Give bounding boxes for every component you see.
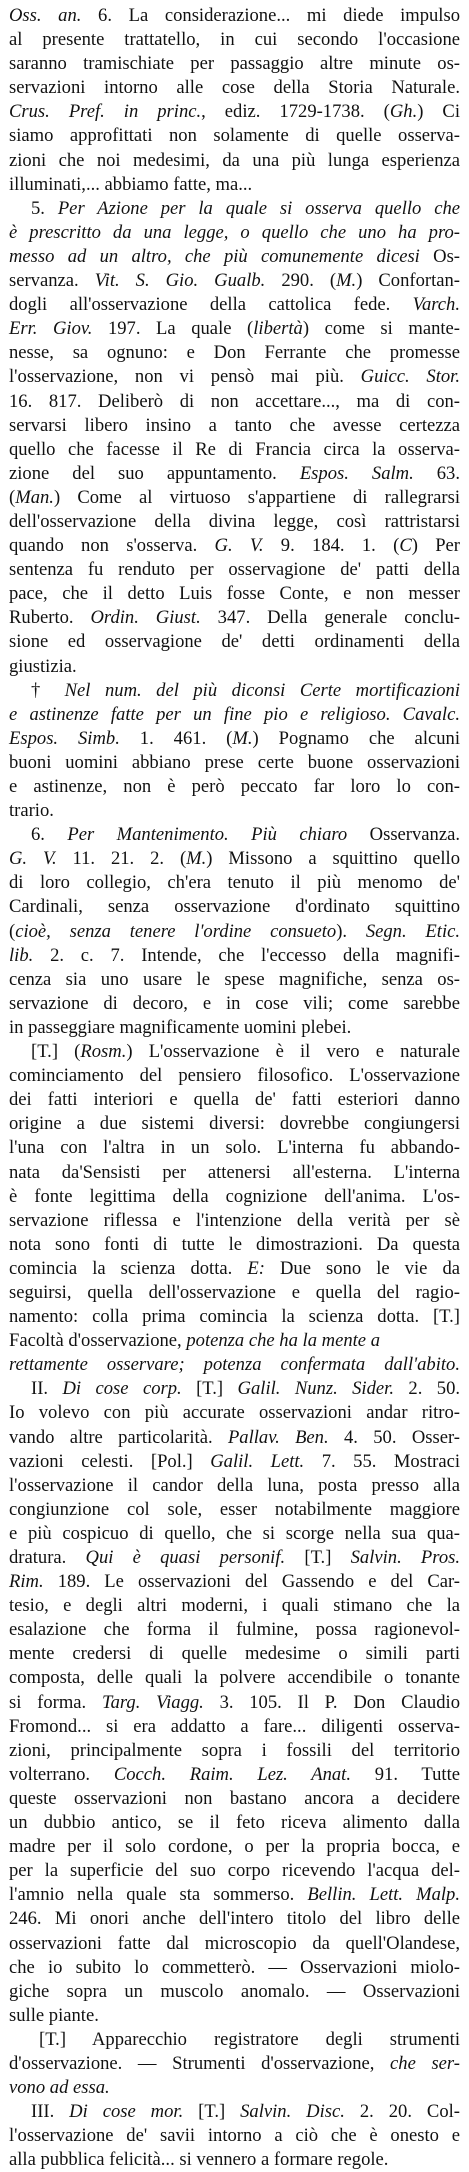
text-line	[9, 871, 460, 895]
text-segment: [T.]	[181, 1378, 238, 1400]
text-line	[9, 1329, 460, 1353]
text-segment: †	[31, 679, 65, 701]
text-segment: , ediz. 1729-1738. (	[201, 101, 390, 123]
text-segment: quando non s'osserva.	[9, 535, 215, 557]
text-segment: giustizia.	[9, 655, 77, 677]
text-line	[9, 1016, 460, 1040]
text-line	[9, 727, 460, 751]
text-segment: dogli all'osservazione della cattolica fede.	[9, 294, 413, 316]
text-segment: Osservanza.	[347, 824, 461, 846]
text-segment: servazioni intorno alle cose della Storia Naturale.	[9, 77, 460, 99]
text-segment: l'osservazione il candor della luna, posta presso alla	[9, 1474, 460, 1496]
text-line	[9, 1450, 460, 1474]
text-segment: 3. 105. Il P. Don Claudio	[203, 1691, 460, 1713]
text-segment: Cardinali, senza osservazione d'ordinato squittino	[9, 896, 460, 918]
text-segment: Due sono le vie da	[264, 1257, 460, 1279]
text-line	[9, 1787, 460, 1811]
italic-text-segment: M.	[232, 727, 253, 749]
text-line	[9, 245, 460, 269]
text-line	[9, 1136, 460, 1160]
text-segment: 6.	[31, 824, 68, 846]
italic-text-segment: Err. Giov.	[9, 318, 93, 340]
italic-text-segment: Di cose corp.	[62, 1378, 182, 1400]
text-line	[9, 799, 460, 823]
text-segment: illuminati,... abbiamo fatte, ma...	[9, 173, 253, 195]
text-line	[9, 1570, 460, 1594]
text-segment: sulle piante.	[9, 2004, 99, 2026]
text-line	[9, 847, 460, 871]
italic-text-segment: Bellin. Lett. Malp.	[307, 1884, 460, 1906]
text-segment: 4. 50. Osser-	[328, 1426, 460, 1448]
text-segment: 347. Della generale conclu-	[200, 607, 460, 629]
text-line	[9, 1980, 460, 2004]
text-segment: dell'osservazione della divina legge, così rattristarsi	[9, 510, 460, 532]
text-segment: 5.	[31, 197, 58, 219]
text-segment: sione ed osservagione de' detti ordinamenti della	[9, 631, 460, 653]
text-line	[9, 365, 460, 389]
text-line	[9, 1426, 460, 1450]
text-segment: 63.	[413, 462, 460, 484]
text-segment: dratura.	[9, 1547, 86, 1568]
text-segment: alla pubblica felicità... si vennero a formare regole.	[9, 2149, 389, 2171]
italic-text-segment: Ordin. Giust.	[90, 607, 201, 629]
text-segment: 91. Tutte	[351, 1763, 460, 1785]
text-segment: 7. 55. Mostraci	[304, 1450, 460, 1472]
text-segment: 290. (	[265, 270, 337, 292]
text-line	[9, 1594, 460, 1618]
text-line	[9, 679, 460, 703]
text-segment: madre per il solo cordone, o per la propria bocca, e	[9, 1836, 460, 1858]
text-segment: 16. 817. Deliberò di non accettare..., ma di con-	[9, 390, 460, 412]
text-segment: ).	[336, 920, 366, 942]
text-segment: Os-	[419, 245, 460, 267]
text-segment: quello che facesse il Re di Francia circa la osserva-	[9, 438, 460, 460]
text-line	[9, 751, 460, 775]
text-segment: che io subito lo commetterò. — Osservazioni miolo-	[9, 1956, 460, 1978]
text-segment: Io volevo con più accurate osservazioni andar ritro-	[9, 1402, 460, 1424]
text-line	[9, 1642, 460, 1666]
italic-text-segment: G. V.	[9, 848, 57, 870]
text-segment: vando altre particolarità.	[9, 1426, 228, 1448]
text-segment: cominciamento del pensiero filosofico. L'osservazione	[9, 1065, 460, 1087]
text-line	[9, 510, 460, 534]
text-line	[9, 317, 460, 341]
italic-text-segment: G. V.	[214, 535, 264, 557]
italic-text-segment: rettamente osservare; potenza confermata dall'abito.	[9, 1354, 460, 1376]
text-line	[9, 1305, 460, 1329]
text-segment: composta, delle quali la polvere accendibile o tonante	[9, 1667, 460, 1689]
text-line	[9, 1498, 460, 1522]
text-segment: zione del suo appuntamento.	[9, 462, 300, 484]
italic-text-segment: lib.	[9, 944, 34, 966]
text-segment: 2. 50.	[393, 1378, 461, 1400]
text-segment: di loro collegio, ch'era tenuto il più menomo de'	[9, 872, 460, 894]
italic-text-segment: Guicc. Stor.	[360, 366, 461, 388]
text-line	[9, 1811, 460, 1835]
text-line	[9, 341, 460, 365]
italic-text-segment: C	[399, 535, 412, 557]
italic-text-segment: Espos. Salm.	[299, 462, 414, 484]
text-line	[9, 28, 460, 52]
text-line	[9, 992, 460, 1016]
text-line	[9, 655, 460, 679]
text-line	[9, 1233, 460, 1257]
text-segment: giche sopra un muscolo anomalo. — Osservazioni	[9, 1980, 460, 2002]
text-segment: tesio, e degli altri moderni, i quali stimano che la	[9, 1595, 460, 1617]
text-line	[9, 1739, 460, 1763]
text-segment: ) Ci	[417, 101, 460, 123]
italic-text-segment: Galil. Lett.	[210, 1450, 305, 1472]
italic-text-segment: Per Azione per la quale si osserva quello che	[57, 197, 460, 219]
text-line	[9, 703, 460, 727]
text-segment: si forma.	[9, 1691, 102, 1713]
text-segment: ) Come al virtuoso s'appartiene di rallegrarsi	[53, 486, 460, 508]
italic-text-segment: Galil. Nunz. Sider.	[237, 1378, 394, 1400]
text-segment: l'amnio nella quale sta sommerso.	[9, 1884, 308, 1906]
text-line	[9, 76, 460, 100]
italic-text-segment: Nel num. del più diconsi Certe mortificazioni	[64, 679, 460, 701]
text-segment: siamo approfittati non solamente di quelle osserva-	[9, 125, 460, 147]
text-segment: pace, che il detto Luis fosse Conte, e non messer	[9, 583, 460, 605]
text-segment: saranno tramischiate per passaggio altre minute os-	[9, 53, 460, 75]
text-line	[9, 390, 460, 414]
text-segment: l'una con l'altra in un solo. L'interna fu abbando-	[9, 1137, 460, 1159]
text-line	[9, 1907, 460, 1931]
text-line	[9, 149, 460, 173]
text-line	[9, 221, 460, 245]
text-segment: cenza sia uno usare le spese magnifiche, senza os-	[9, 968, 460, 990]
text-line	[9, 823, 460, 847]
text-line	[9, 1715, 460, 1739]
text-line	[9, 630, 460, 654]
italic-text-segment: Rosm.	[80, 1041, 127, 1063]
text-segment: buoni uomini abbiano prese certe buone osservazioni	[9, 751, 460, 773]
text-segment: 2. 20. Col-	[344, 2101, 460, 2123]
text-line	[9, 1835, 460, 1859]
text-line	[9, 558, 460, 582]
text-segment: 9. 184. 1. (	[263, 535, 400, 557]
italic-text-segment: Cocch. Raim. Lez. Anat.	[113, 1763, 352, 1785]
text-segment: nota sono fonti di tutte le dimostrazioni. Da questa	[9, 1233, 460, 1255]
text-segment: vazioni celesti. [Pol.]	[9, 1450, 211, 1472]
text-segment: Ruberto.	[9, 607, 91, 629]
text-segment: ) Pognamo che alcuni	[252, 727, 460, 749]
text-segment: un dubbio antico, se il feto riceva alimento dalla	[9, 1812, 460, 1834]
italic-text-segment: cioè, senza tenere l'ordine consueto	[15, 920, 337, 942]
text-segment: Fromond... si era addatto a fare... diligenti osserva-	[9, 1715, 460, 1737]
italic-text-segment: potenza che ha la mente a	[186, 1330, 380, 1352]
italic-text-segment: e astinenze fatte per un fine pio e religioso. Cavalc.	[9, 703, 460, 725]
text-segment: servazione di decoro, e in cose vili; come sarebbe	[9, 992, 460, 1014]
text-line	[9, 968, 460, 992]
text-segment: 6. La considerazione... mi diede impulso	[81, 5, 460, 26]
text-line	[9, 1088, 460, 1112]
text-segment: l'osservazione, non vi pensò mai più.	[9, 366, 361, 388]
text-segment: nesse, sa ognuno: e Don Ferrante che promesse	[9, 342, 460, 364]
text-line	[9, 582, 460, 606]
italic-text-segment: Targ. Viagg.	[101, 1691, 204, 1713]
text-segment: [T.]	[285, 1547, 351, 1568]
text-segment: l'osservazione de' savii intorno a ciò che è onesto e	[9, 2125, 460, 2147]
text-line	[9, 1064, 460, 1088]
italic-text-segment: Salvin. Disc.	[240, 2101, 345, 2123]
text-segment: è fonte legittima della cognizione dell'anima. L'os-	[9, 1185, 460, 1207]
italic-text-segment: M.	[186, 848, 207, 870]
text-line	[9, 2124, 460, 2148]
text-line	[9, 1546, 460, 1570]
italic-text-segment: Pallav. Ben.	[227, 1426, 329, 1448]
italic-text-segment: Man.	[15, 486, 54, 508]
italic-text-segment: M.	[336, 270, 357, 292]
text-line	[9, 895, 460, 919]
text-segment: servanza.	[9, 270, 95, 292]
italic-text-segment: Di cose mor.	[69, 2101, 184, 2123]
text-segment: seguirsi, quella dell'osservazione e quella del ragio-	[9, 1281, 460, 1303]
italic-text-segment: E:	[247, 1257, 265, 1279]
text-line	[9, 1401, 460, 1425]
text-segment: [T.]	[183, 2101, 241, 2123]
text-line	[9, 1161, 460, 1185]
text-line	[9, 486, 460, 510]
text-line	[9, 1185, 460, 1209]
italic-text-segment: vono ad essa.	[9, 2077, 110, 2099]
italic-text-segment: libertà	[253, 318, 303, 340]
text-line	[9, 462, 460, 486]
text-segment: III.	[31, 2101, 70, 2123]
text-line	[9, 2148, 460, 2172]
text-segment: 246. Mi onori anche dell'intero titolo del libro delle	[9, 1908, 460, 1930]
text-line	[9, 438, 460, 462]
italic-text-segment: Segn. Etic.	[365, 920, 461, 942]
text-segment: e più cospicuo di quello, che si scorge nella sua qua-	[9, 1522, 460, 1544]
text-line	[9, 775, 460, 799]
text-line	[9, 2076, 460, 2100]
italic-text-segment: Oss. an.	[9, 5, 82, 26]
text-segment: (	[9, 920, 16, 942]
text-line	[9, 1691, 460, 1715]
text-segment: al presente trattatello, in cui secondo l'occasione	[9, 29, 460, 51]
text-line	[9, 1257, 460, 1281]
text-segment: dei fatti interiori e quella de' fatti esteriori danno	[9, 1089, 460, 1111]
text-line	[9, 414, 460, 438]
italic-text-segment: Vit. S. Gio. Gualb.	[94, 270, 266, 292]
text-segment: sentenza fu renduto per osservagione de' patti della	[9, 559, 460, 581]
italic-text-segment: Varch.	[412, 294, 460, 316]
text-line	[9, 1932, 460, 1956]
text-segment: nata da'Sensisti per attenersi all'esterna. L'interna	[9, 1161, 460, 1183]
text-segment: d'osservazione. — Strumenti d'osservazione,	[9, 2052, 391, 2074]
italic-text-segment: Salvin. Pros.	[350, 1547, 461, 1568]
text-segment: 2. c. 7. Intende, che l'eccesso della magnifi-	[33, 944, 460, 966]
text-line	[9, 920, 460, 944]
italic-text-segment: Espos. Simb.	[9, 727, 120, 749]
text-segment: mente credersi di quelle medesime o simili parti	[9, 1643, 460, 1665]
text-segment: 1. 461. (	[119, 727, 233, 749]
text-segment: 189. Le osservazioni del Gassendo e del Car-	[43, 1571, 460, 1593]
text-segment: servarsi libero insino a tanto che avesse certezza	[9, 414, 460, 436]
text-line	[9, 2100, 460, 2124]
italic-text-segment: è prescritto da una legge, o quello che uno ha pro-	[9, 221, 460, 243]
text-segment: trario.	[9, 800, 54, 822]
italic-text-segment: Per Mantenimento. Più chiaro	[67, 824, 348, 846]
text-line	[9, 1281, 460, 1305]
italic-text-segment: Rim.	[9, 1571, 44, 1593]
text-line	[9, 1859, 460, 1883]
text-segment: congiunzione col sole, esser notabilmente maggiore	[9, 1498, 460, 1520]
text-segment: namento: colla prima comincia la scienza dotta. [T.]	[9, 1306, 460, 1328]
text-line	[9, 52, 460, 76]
text-line	[9, 293, 460, 317]
text-segment: ) Per	[411, 535, 460, 557]
text-line	[9, 1883, 460, 1907]
text-segment: queste osservazioni non bastano ancora a decidere	[9, 1787, 460, 1809]
italic-text-segment: messo ad un altro, che più comunemente dicesi	[9, 245, 420, 267]
text-segment: zioni che noi medesimi, da una più lunga esperienza	[9, 149, 460, 171]
text-line	[9, 534, 460, 558]
text-line	[9, 4, 460, 28]
text-segment: comincia la scienza dotta.	[9, 1257, 248, 1279]
text-segment: ) Missono a squittino quello	[206, 848, 460, 870]
italic-text-segment: Qui è quasi personif.	[85, 1547, 286, 1568]
text-line	[9, 1353, 460, 1377]
text-line	[9, 2052, 460, 2076]
text-line	[9, 1040, 460, 1064]
text-line	[9, 1377, 460, 1401]
text-line	[9, 197, 460, 221]
text-segment: [T.] (	[31, 1041, 81, 1063]
text-line	[9, 1209, 460, 1233]
text-segment: [T.] Apparecchio registratore degli strumenti	[39, 2028, 460, 2050]
italic-text-segment: che ser-	[390, 2052, 460, 2074]
text-line	[9, 1474, 460, 1498]
text-segment: II.	[31, 1378, 63, 1400]
text-line	[9, 1522, 460, 1546]
text-segment: zioni, principalmente sopra i fossili del territorio	[9, 1739, 460, 1761]
text-line	[9, 1666, 460, 1690]
text-line	[9, 1618, 460, 1642]
text-line	[9, 1956, 460, 1980]
text-line	[9, 124, 460, 148]
text-line	[9, 2028, 460, 2052]
text-segment: e astinenze, non è però peccato far loro lo con-	[9, 776, 460, 797]
text-line	[9, 2004, 460, 2028]
text-segment: ) come si mante-	[302, 318, 460, 340]
text-line	[9, 269, 460, 293]
italic-text-segment: Gh.	[389, 101, 418, 123]
text-segment: 197. La quale (	[92, 318, 254, 340]
text-line	[9, 100, 460, 124]
text-segment: origine a due sistemi diversi: dovrebbe congiungersi	[9, 1113, 460, 1135]
text-segment: per la superficie del suo corpo ricevendo l'acqua del-	[9, 1860, 460, 1882]
text-segment: ) L'osservazione è il vero e naturale	[126, 1041, 460, 1063]
text-segment: Facoltà d'osservazione,	[9, 1330, 187, 1352]
text-segment: esalazione che forma il fulmine, possa ragionevol-	[9, 1619, 460, 1641]
text-segment: 11. 21. 2. (	[56, 848, 187, 870]
text-segment: in passeggiare magnificamente uomini plebei.	[9, 1016, 352, 1038]
text-line	[9, 1112, 460, 1136]
text-line	[9, 1763, 460, 1787]
text-line	[9, 606, 460, 630]
italic-text-segment: Crus. Pref. in princ.	[9, 101, 202, 123]
text-segment: ) Confortan-	[356, 270, 460, 292]
text-segment: servazione riflessa e l'intenzione della verità per sè	[9, 1209, 460, 1231]
text-line	[9, 944, 460, 968]
text-segment: volterrano.	[9, 1763, 114, 1785]
text-segment: osservazioni fatte dal microscopio da quell'Olandese,	[9, 1932, 460, 1954]
text-segment: (	[9, 486, 16, 508]
text-line	[9, 173, 460, 197]
